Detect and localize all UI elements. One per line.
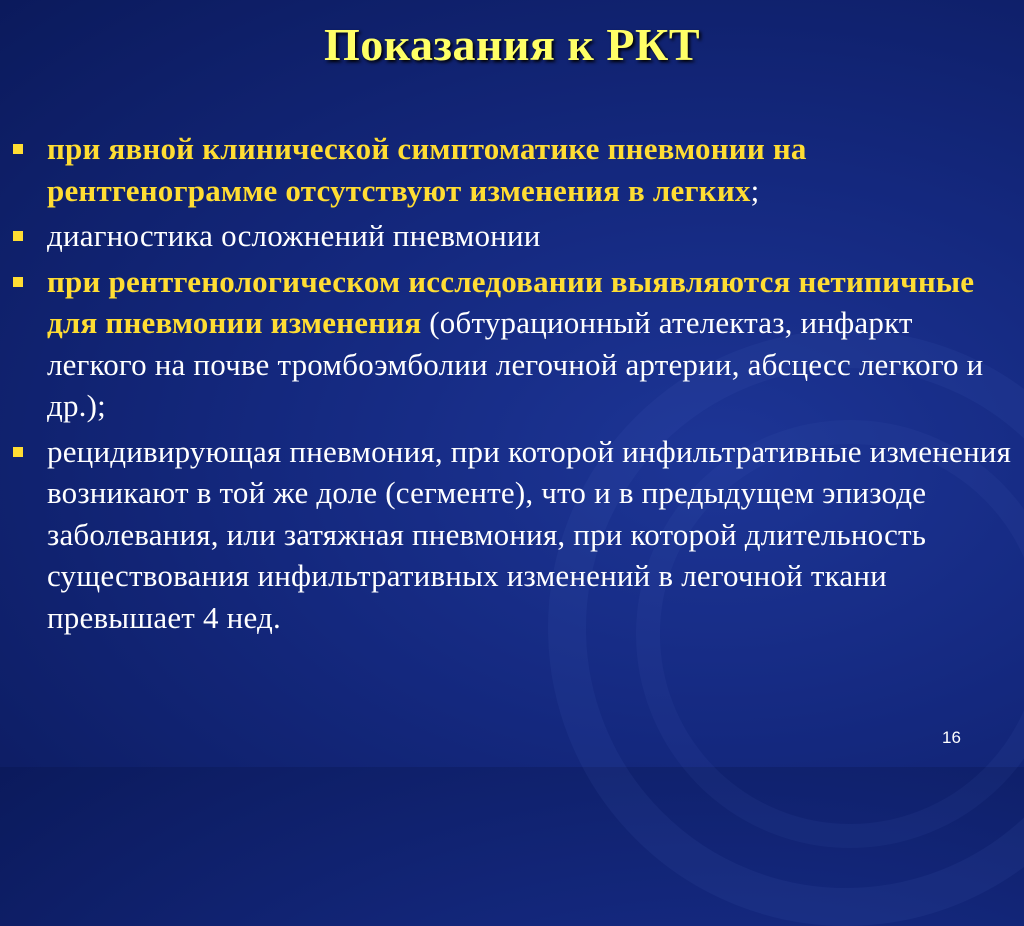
item-text: рецидивирующая пневмония, при которой инфильтративные изменения возникают в той же доле (сегменте), что и в предыдущем эпизоде заболевания, или затяжная пневмония, при которой длительность существования инфильтративных изменений в легочной ткани превышает 4 нед. xyxy=(47,433,1012,635)
item-text: (обтурационный ателектаз, инфаркт легкого на почве тромбоэмболии легочной артерии, абсцесс легкого и др.); xyxy=(47,305,984,423)
square-bullet-icon xyxy=(13,144,23,154)
item-text: диагностика осложнений пневмонии xyxy=(47,218,541,253)
list-item xyxy=(10,215,1015,257)
item-highlight-text: при рентгенологическом исследовании выявляются нетипичные для пневмонии изменения xyxy=(47,263,975,340)
item-highlight-text: при явной клинической симптоматике пневмонии на рентгенограмме отсутствуют изменения в легких xyxy=(47,131,807,208)
slide-title: Показания к РКТ xyxy=(323,19,701,70)
square-bullet-icon xyxy=(13,231,23,241)
indications-list xyxy=(10,128,1015,642)
list-item xyxy=(10,261,1015,427)
list-item xyxy=(10,128,1015,211)
item-text: ; xyxy=(750,172,760,208)
square-bullet-icon xyxy=(13,277,23,287)
page-number: 16 xyxy=(942,728,961,747)
list-item xyxy=(10,431,1015,639)
square-bullet-icon xyxy=(13,447,23,457)
